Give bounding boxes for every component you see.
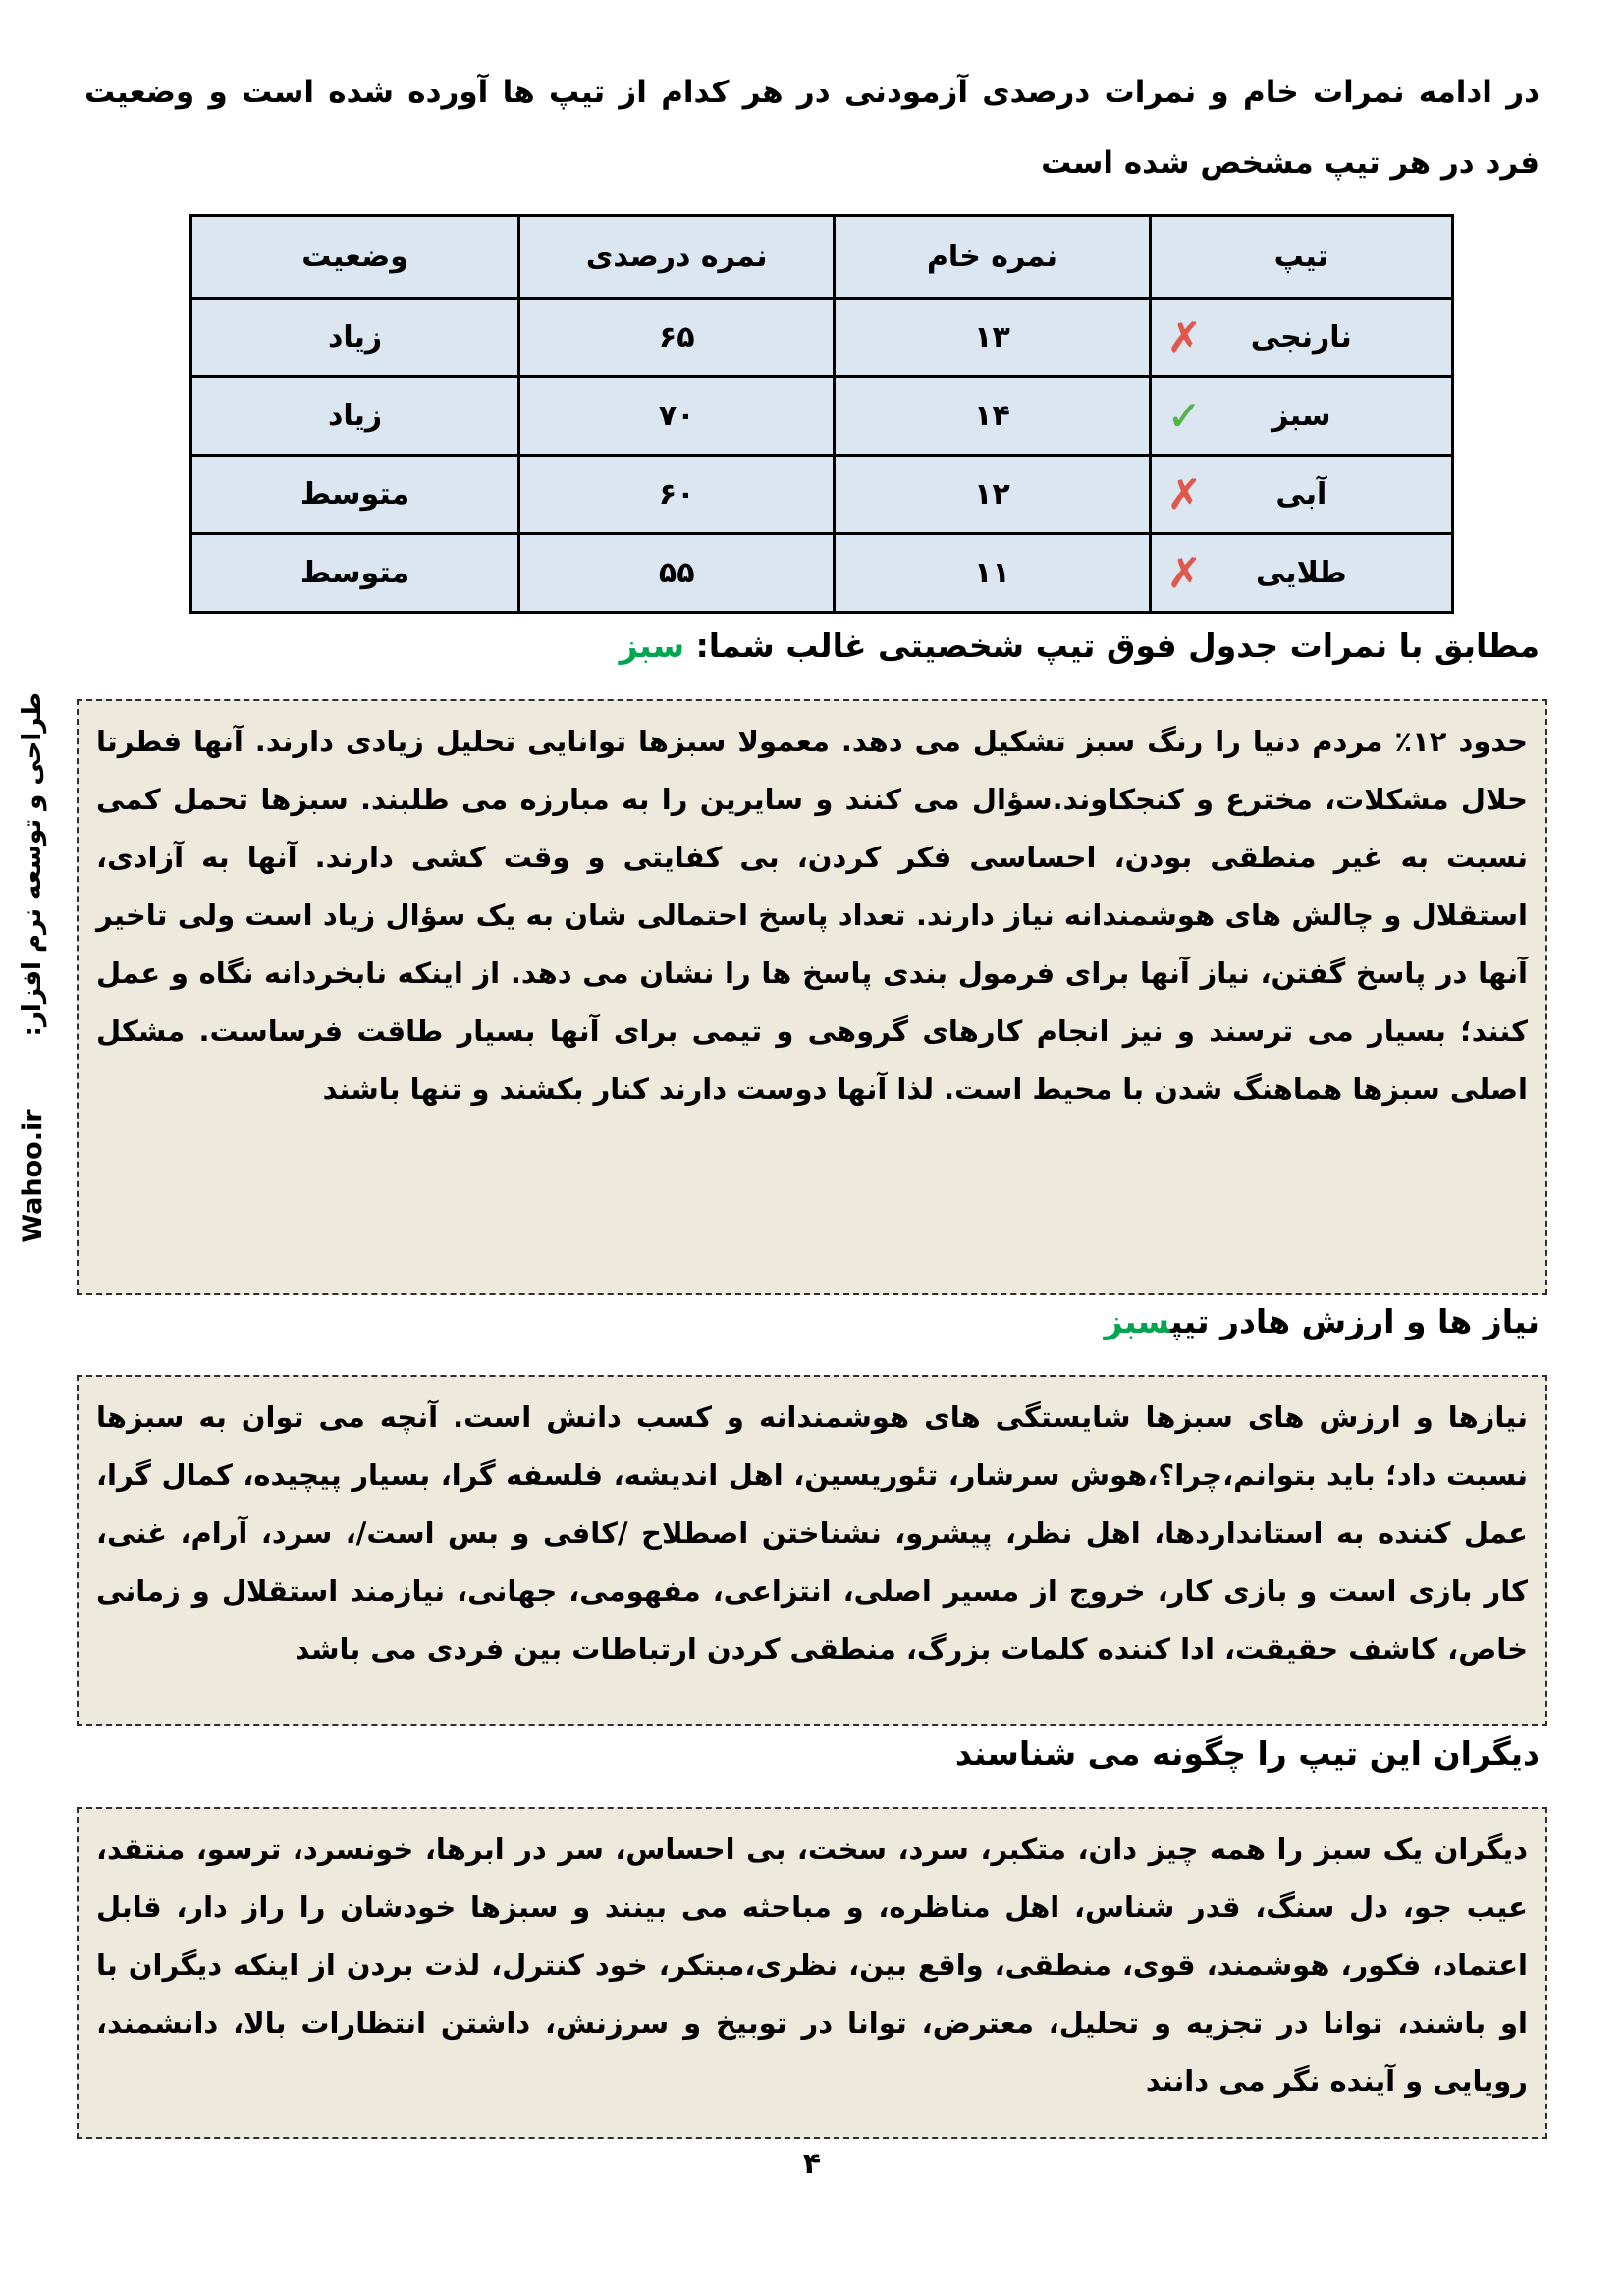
type-label: نارنجی — [1250, 320, 1352, 355]
page-number: ۴ — [802, 2147, 822, 2181]
needs-heading-text: نیاز ها و ارزش هادر تیپ — [1170, 1302, 1540, 1340]
raw-score-cell: ۱۳ — [835, 299, 1150, 377]
table-row — [191, 534, 1453, 613]
description-text: حدود ۱۲٪ مردم دنیا را رنگ سبز تشکیل می دهد. معمولا سبزها توانایی تحلیل زیادی دارند. آنها فطرتا حلال مشکلات، مخترع و کنجکاوند.سؤال می کنند و سایرین را به مبارزه می طلبند. سبزها تحمل کمی نسبت به غیر منطقی بودن، احساسی فکر کردن، بی کفایتی و وقت کشی دارند. آنها به آزادی، استقلال و چالش های هوشمندانه نیاز دارند. تعداد پاسخ احتمالی شان به یک سؤال زیاد است ولی تاخیر آنها در پاسخ گفتن، نیاز آنها برای فرمول بندی پاسخ ها را نشان می دهد. از اینکه نابخردانه نگاه و عمل کنند؛ بسیار می ترسند و نیز انجام کارهای گروهی و تیمی برای آنها بسیار طاقت فرساست. مشکل اصلی سبزها هماهنگ شدن با محیط است. لذا آنها دوست دارند کنار بکشند و تنها باشند — [96, 725, 1529, 1106]
credit-sidebar — [8, 692, 57, 1282]
description-box — [77, 699, 1547, 1295]
type-label: سبز — [1272, 399, 1331, 433]
type-cell — [1150, 377, 1452, 456]
check-icon: ✓ — [1166, 391, 1202, 440]
percent-score-cell: ۵۵ — [519, 534, 835, 613]
type-cell — [1150, 534, 1452, 613]
raw-score-cell: ۱۱ — [835, 534, 1150, 613]
result-heading — [84, 627, 1540, 665]
brand-label: Wahoo.ir — [17, 1109, 48, 1243]
others-heading-text: دیگران این تیپ را چگونه می شناسند — [954, 1734, 1540, 1773]
others-box — [77, 1807, 1547, 2139]
others-text: دیگران یک سبز را همه چیز دان، متکبر، سرد، سخت، بی احساس، سر در ابرها، خونسرد، ترسو، منتقد، عیب جو، دل سنگ، قدر شناس، اهل مناظره، و مباحثه می بینند و سبزها خودشان را راز دار، قابل اعتماد، فکور، هوشمند، قوی، منطقی، واقع بین، نظری،مبتکر، خود کنترل، لذت بردن از اینکه دیگران با او باشند، توانا در تجزیه و تحلیل، معترض، توانا در توبیخ و سرزنش، داشتن انتظارات بالا، دانشمند، رویایی و آینده نگر می دانند — [96, 1832, 1528, 2098]
needs-text: نیازها و ارزش های سبزها شایستگی های هوشمندانه و کسب دانش است. آنچه می توان به سبزها نسبت داد؛ باید بتوانم،چرا؟،هوش سرشار، تئوریسین، اهل اندیشه، فلسفه گرا، بسیار پیچیده، کمال گرا، عمل کننده به استانداردها، اهل نظر، پیشرو، نشناختن اصطلاح /کافی و بس است/، سرد، آرام، غنی، کار بازی است و بازی کار، خروج از مسیر اصلی، انتزاعی، مفهومی، جهانی، نیازمند استقلال و زمانی خاص، کاشف حقیقت، ادا کننده کلمات بزرگ، منطقی کردن ارتباطات بین فردی می باشد — [96, 1400, 1528, 1666]
needs-heading — [84, 1302, 1540, 1340]
table-header-row — [191, 216, 1453, 299]
needs-box — [77, 1375, 1547, 1726]
result-heading-text: مطابق با نمرات جدول فوق تیپ شخصیتی غالب شما: — [684, 627, 1540, 665]
status-cell: زیاد — [191, 299, 519, 377]
table-header-status: وضعیت — [191, 216, 519, 299]
status-cell: زیاد — [191, 377, 519, 456]
table-row — [191, 456, 1453, 534]
type-label: آبی — [1275, 477, 1327, 512]
green-type-highlight: سبز — [1104, 1302, 1171, 1340]
status-cell: متوسط — [191, 456, 519, 534]
type-label: طلایی — [1255, 556, 1347, 590]
type-cell — [1150, 299, 1452, 377]
status-cell: متوسط — [191, 534, 519, 613]
table-row — [191, 377, 1453, 456]
green-type-highlight: سبز — [619, 627, 685, 665]
percent-score-cell: ۶۵ — [519, 299, 835, 377]
type-cell — [1150, 456, 1452, 534]
credit-label: طراحی و توسعه نرم افزار: — [18, 692, 47, 1037]
x-icon: ✗ — [1166, 548, 1202, 597]
x-icon: ✗ — [1166, 312, 1202, 361]
scores-table — [189, 214, 1454, 614]
others-heading — [84, 1734, 1540, 1773]
table-row — [191, 299, 1453, 377]
raw-score-cell: ۱۲ — [835, 456, 1150, 534]
intro-paragraph: در ادامه نمرات خام و نمرات درصدی آزمودنی در هر کدام از تیپ ها آورده شده است و وضعیت فرد در هر تیپ مشخص شده است — [84, 75, 1540, 181]
scores-table-container — [189, 214, 1454, 614]
table-header-type: تیپ — [1150, 216, 1452, 299]
raw-score-cell: ۱۴ — [835, 377, 1150, 456]
percent-score-cell: ۷۰ — [519, 377, 835, 456]
table-header-percent: نمره درصدی — [519, 216, 835, 299]
percent-score-cell: ۶۰ — [519, 456, 835, 534]
table-header-raw: نمره خام — [835, 216, 1150, 299]
x-icon: ✗ — [1166, 469, 1202, 519]
